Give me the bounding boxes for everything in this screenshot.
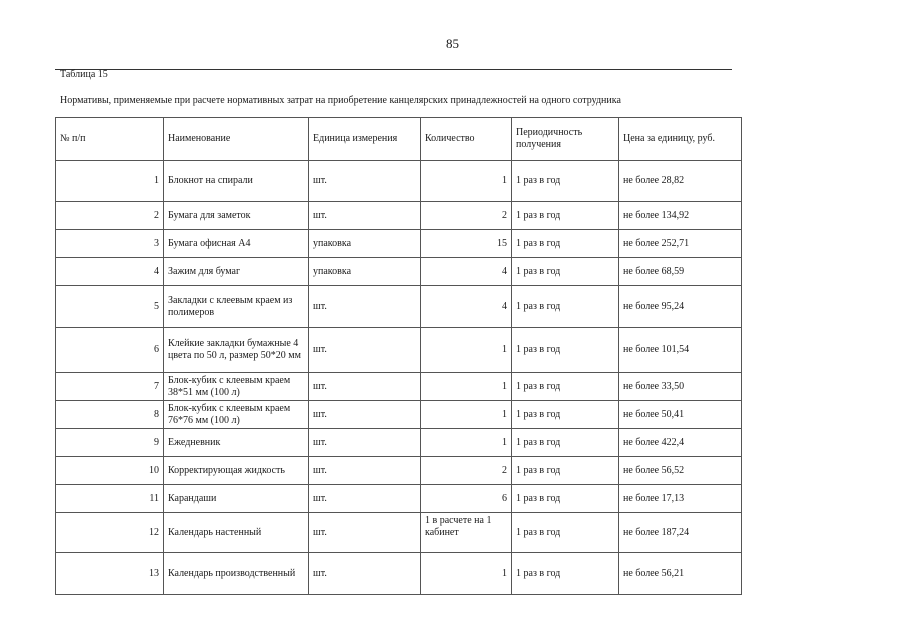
cell-unit: шт. <box>309 485 421 513</box>
cell-price: не более 56,52 <box>619 457 742 485</box>
cell-qty: 1 <box>421 429 512 457</box>
cell-unit: упаковка <box>309 230 421 258</box>
cell-period: 1 раз в год <box>512 161 619 202</box>
cell-num: 8 <box>56 401 164 429</box>
cell-price: не более 134,92 <box>619 202 742 230</box>
table-row <box>56 457 742 485</box>
cell-unit: шт. <box>309 457 421 485</box>
cell-period: 1 раз в год <box>512 553 619 595</box>
cell-unit: шт. <box>309 202 421 230</box>
cell-period: 1 раз в год <box>512 373 619 401</box>
header-qty: Количество <box>421 118 512 161</box>
cell-period: 1 раз в год <box>512 328 619 373</box>
cell-price: не более 95,24 <box>619 286 742 328</box>
cell-qty: 1 <box>421 161 512 202</box>
cell-unit: упаковка <box>309 258 421 286</box>
cell-num: 10 <box>56 457 164 485</box>
table-row <box>56 161 742 202</box>
table-row <box>56 230 742 258</box>
cell-unit: шт. <box>309 373 421 401</box>
cell-price: не более 33,50 <box>619 373 742 401</box>
cell-period: 1 раз в год <box>512 401 619 429</box>
cell-qty: 1 <box>421 401 512 429</box>
cell-name: Блок-кубик с клеевым краем 76*76 мм (100 л) <box>164 401 309 429</box>
cell-qty: 4 <box>421 286 512 328</box>
cell-unit: шт. <box>309 286 421 328</box>
cell-name: Корректирующая жидкость <box>164 457 309 485</box>
cell-name: Зажим для бумаг <box>164 258 309 286</box>
table-caption: Нормативы, применяемые при расчете нормативных затрат на приобретение канцелярских принадлежностей на одного сотрудника <box>60 95 621 106</box>
cell-period: 1 раз в год <box>512 513 619 553</box>
table-header-row <box>56 118 742 161</box>
cell-num: 4 <box>56 258 164 286</box>
cell-period: 1 раз в год <box>512 457 619 485</box>
cell-name: Бумага для заметок <box>164 202 309 230</box>
table-row <box>56 553 742 595</box>
cell-unit: шт. <box>309 401 421 429</box>
cell-name: Блок-кубик с клеевым краем 38*51 мм (100 л) <box>164 373 309 401</box>
cell-price: не более 187,24 <box>619 513 742 553</box>
header-num: № п/п <box>56 118 164 161</box>
cell-name: Карандаши <box>164 485 309 513</box>
cell-period: 1 раз в год <box>512 230 619 258</box>
cell-unit: шт. <box>309 553 421 595</box>
cell-price: не более 50,41 <box>619 401 742 429</box>
table-row <box>56 202 742 230</box>
page-number: 85 <box>446 36 459 51</box>
cell-period: 1 раз в год <box>512 429 619 457</box>
cell-period: 1 раз в год <box>512 258 619 286</box>
cell-name: Календарь производственный <box>164 553 309 595</box>
header-name: Наименование <box>164 118 309 161</box>
header-period-line2: получения <box>516 139 561 150</box>
table-row <box>56 513 742 553</box>
cell-unit: шт. <box>309 328 421 373</box>
cell-num: 12 <box>56 513 164 553</box>
header-price: Цена за единицу, руб. <box>619 118 742 161</box>
cell-num: 11 <box>56 485 164 513</box>
cell-num: 5 <box>56 286 164 328</box>
cell-qty: 1 в расчете на 1 кабинет <box>421 513 512 553</box>
table-row <box>56 401 742 429</box>
table-label: Таблица 15 <box>60 69 108 80</box>
cell-price: не более 252,71 <box>619 230 742 258</box>
cell-qty: 4 <box>421 258 512 286</box>
cell-qty: 2 <box>421 202 512 230</box>
cell-price: не более 56,21 <box>619 553 742 595</box>
cell-num: 13 <box>56 553 164 595</box>
norms-table <box>55 117 742 595</box>
cell-qty: 2 <box>421 457 512 485</box>
cell-period: 1 раз в год <box>512 202 619 230</box>
cell-num: 7 <box>56 373 164 401</box>
cell-price: не более 422,4 <box>619 429 742 457</box>
header-unit: Единица измерения <box>309 118 421 161</box>
cell-period: 1 раз в год <box>512 286 619 328</box>
cell-price: не более 68,59 <box>619 258 742 286</box>
table-row <box>56 258 742 286</box>
table-row <box>56 373 742 401</box>
cell-name: Блокнот на спирали <box>164 161 309 202</box>
cell-num: 6 <box>56 328 164 373</box>
cell-unit: шт. <box>309 429 421 457</box>
cell-num: 1 <box>56 161 164 202</box>
header-period-line1: Периодичность <box>516 127 583 138</box>
cell-name: Клейкие закладки бумажные 4 цвета по 50 л, размер 50*20 мм <box>164 328 309 373</box>
cell-qty: 15 <box>421 230 512 258</box>
cell-unit: шт. <box>309 513 421 553</box>
table-row <box>56 429 742 457</box>
header-rule <box>55 69 732 70</box>
cell-period: 1 раз в год <box>512 485 619 513</box>
cell-price: не более 101,54 <box>619 328 742 373</box>
header-period <box>512 118 619 161</box>
table-row <box>56 328 742 373</box>
cell-name: Бумага офисная А4 <box>164 230 309 258</box>
cell-qty: 6 <box>421 485 512 513</box>
cell-qty: 1 <box>421 553 512 595</box>
table-row <box>56 286 742 328</box>
cell-qty: 1 <box>421 328 512 373</box>
cell-name: Ежедневник <box>164 429 309 457</box>
cell-price: не более 17,13 <box>619 485 742 513</box>
cell-qty: 1 <box>421 373 512 401</box>
cell-name: Закладки с клеевым краем из полимеров <box>164 286 309 328</box>
table-row <box>56 485 742 513</box>
cell-price: не более 28,82 <box>619 161 742 202</box>
cell-num: 9 <box>56 429 164 457</box>
cell-num: 2 <box>56 202 164 230</box>
cell-name: Календарь настенный <box>164 513 309 553</box>
cell-num: 3 <box>56 230 164 258</box>
cell-unit: шт. <box>309 161 421 202</box>
